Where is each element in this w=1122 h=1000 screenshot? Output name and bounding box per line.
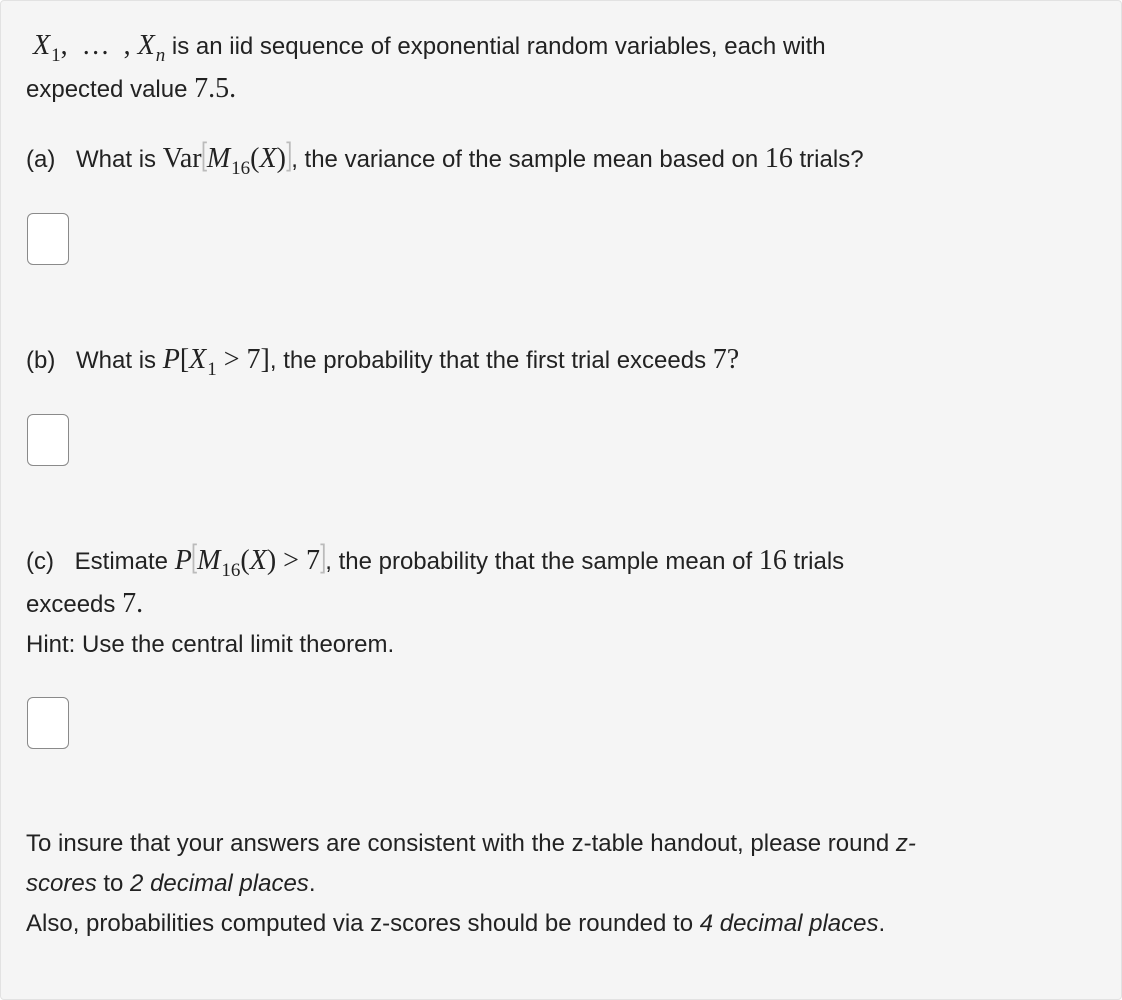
part-b-math: $P[X_1 > 7]$ <box>162 344 270 380</box>
part-c-sample-size: 16 <box>221 560 241 581</box>
part-c-line2-text: exceeds <box>26 591 116 618</box>
part-b-suffix: , the probability that the first trial exceeds <box>269 347 707 374</box>
part-a-trials-number: 16 <box>764 143 793 174</box>
part-a-suffix-1: , the variance of the sample mean based on <box>291 146 759 173</box>
part-b-question <box>26 340 1101 383</box>
part-a-math: $Var[M_{16}(X)]$ <box>162 136 293 179</box>
intro-paragraph <box>26 26 1101 110</box>
part-c-math: $P[M_{16}(X) > 7]$ <box>174 538 327 581</box>
part-b-question-mark: ? <box>726 344 740 375</box>
part-c-suffix-2: trials <box>793 548 845 575</box>
intro-text-1: is an iid sequence of exponential random variables, each with <box>171 33 826 60</box>
part-c-label: (c) <box>26 548 54 575</box>
footer-line2-b: to <box>103 870 124 897</box>
part-c-threshold: 7 <box>305 545 320 576</box>
part-c-prefix: Estimate <box>74 548 169 575</box>
rounding-instructions <box>26 824 1101 944</box>
part-a-sample-size: 16 <box>231 158 251 179</box>
part-c-question <box>26 538 1101 665</box>
part-a-label: (a) <box>26 146 56 173</box>
part-c-suffix-1: , the probability that the sample mean of <box>325 548 753 575</box>
part-a-var-op: Var <box>162 143 202 174</box>
footer-line1-b: z- <box>895 830 916 857</box>
part-b-prefix: What is <box>76 347 157 374</box>
intro-text-2: expected value <box>26 76 188 103</box>
part-a-prefix: What is <box>76 146 157 173</box>
footer-line3-c: . <box>878 910 886 937</box>
intro-expected-value: 7.5. <box>194 73 237 104</box>
footer-line3-a: Also, probabilities computed via z-scores should be rounded to <box>26 910 694 937</box>
part-a-suffix-2: trials? <box>799 146 864 173</box>
part-b-label: (b) <box>26 347 56 374</box>
part-b-threshold: 7 <box>246 344 261 375</box>
footer-line3-b: 4 decimal places <box>699 910 879 937</box>
part-b-answer-input[interactable] <box>27 414 69 466</box>
part-b-threshold-end: 7 <box>712 344 727 375</box>
footer-line2-a: scores <box>26 870 97 897</box>
part-c-trials-number: 16 <box>758 545 787 576</box>
footer-line1-a: To insure that your answers are consistent with the z-table handout, please round <box>26 830 890 857</box>
part-c-hint: Hint: Use the central limit theorem. <box>26 631 395 658</box>
footer-line2-d: . <box>308 870 316 897</box>
part-c-answer-input[interactable] <box>27 697 69 749</box>
intro-math-sequence: $X_1$, … , $X_n$ <box>33 30 166 66</box>
footer-line2-c: 2 decimal places <box>130 870 309 897</box>
part-a-answer-input[interactable] <box>27 213 69 265</box>
part-a-question <box>26 136 1101 182</box>
part-c-line2-value: 7. <box>122 588 144 619</box>
